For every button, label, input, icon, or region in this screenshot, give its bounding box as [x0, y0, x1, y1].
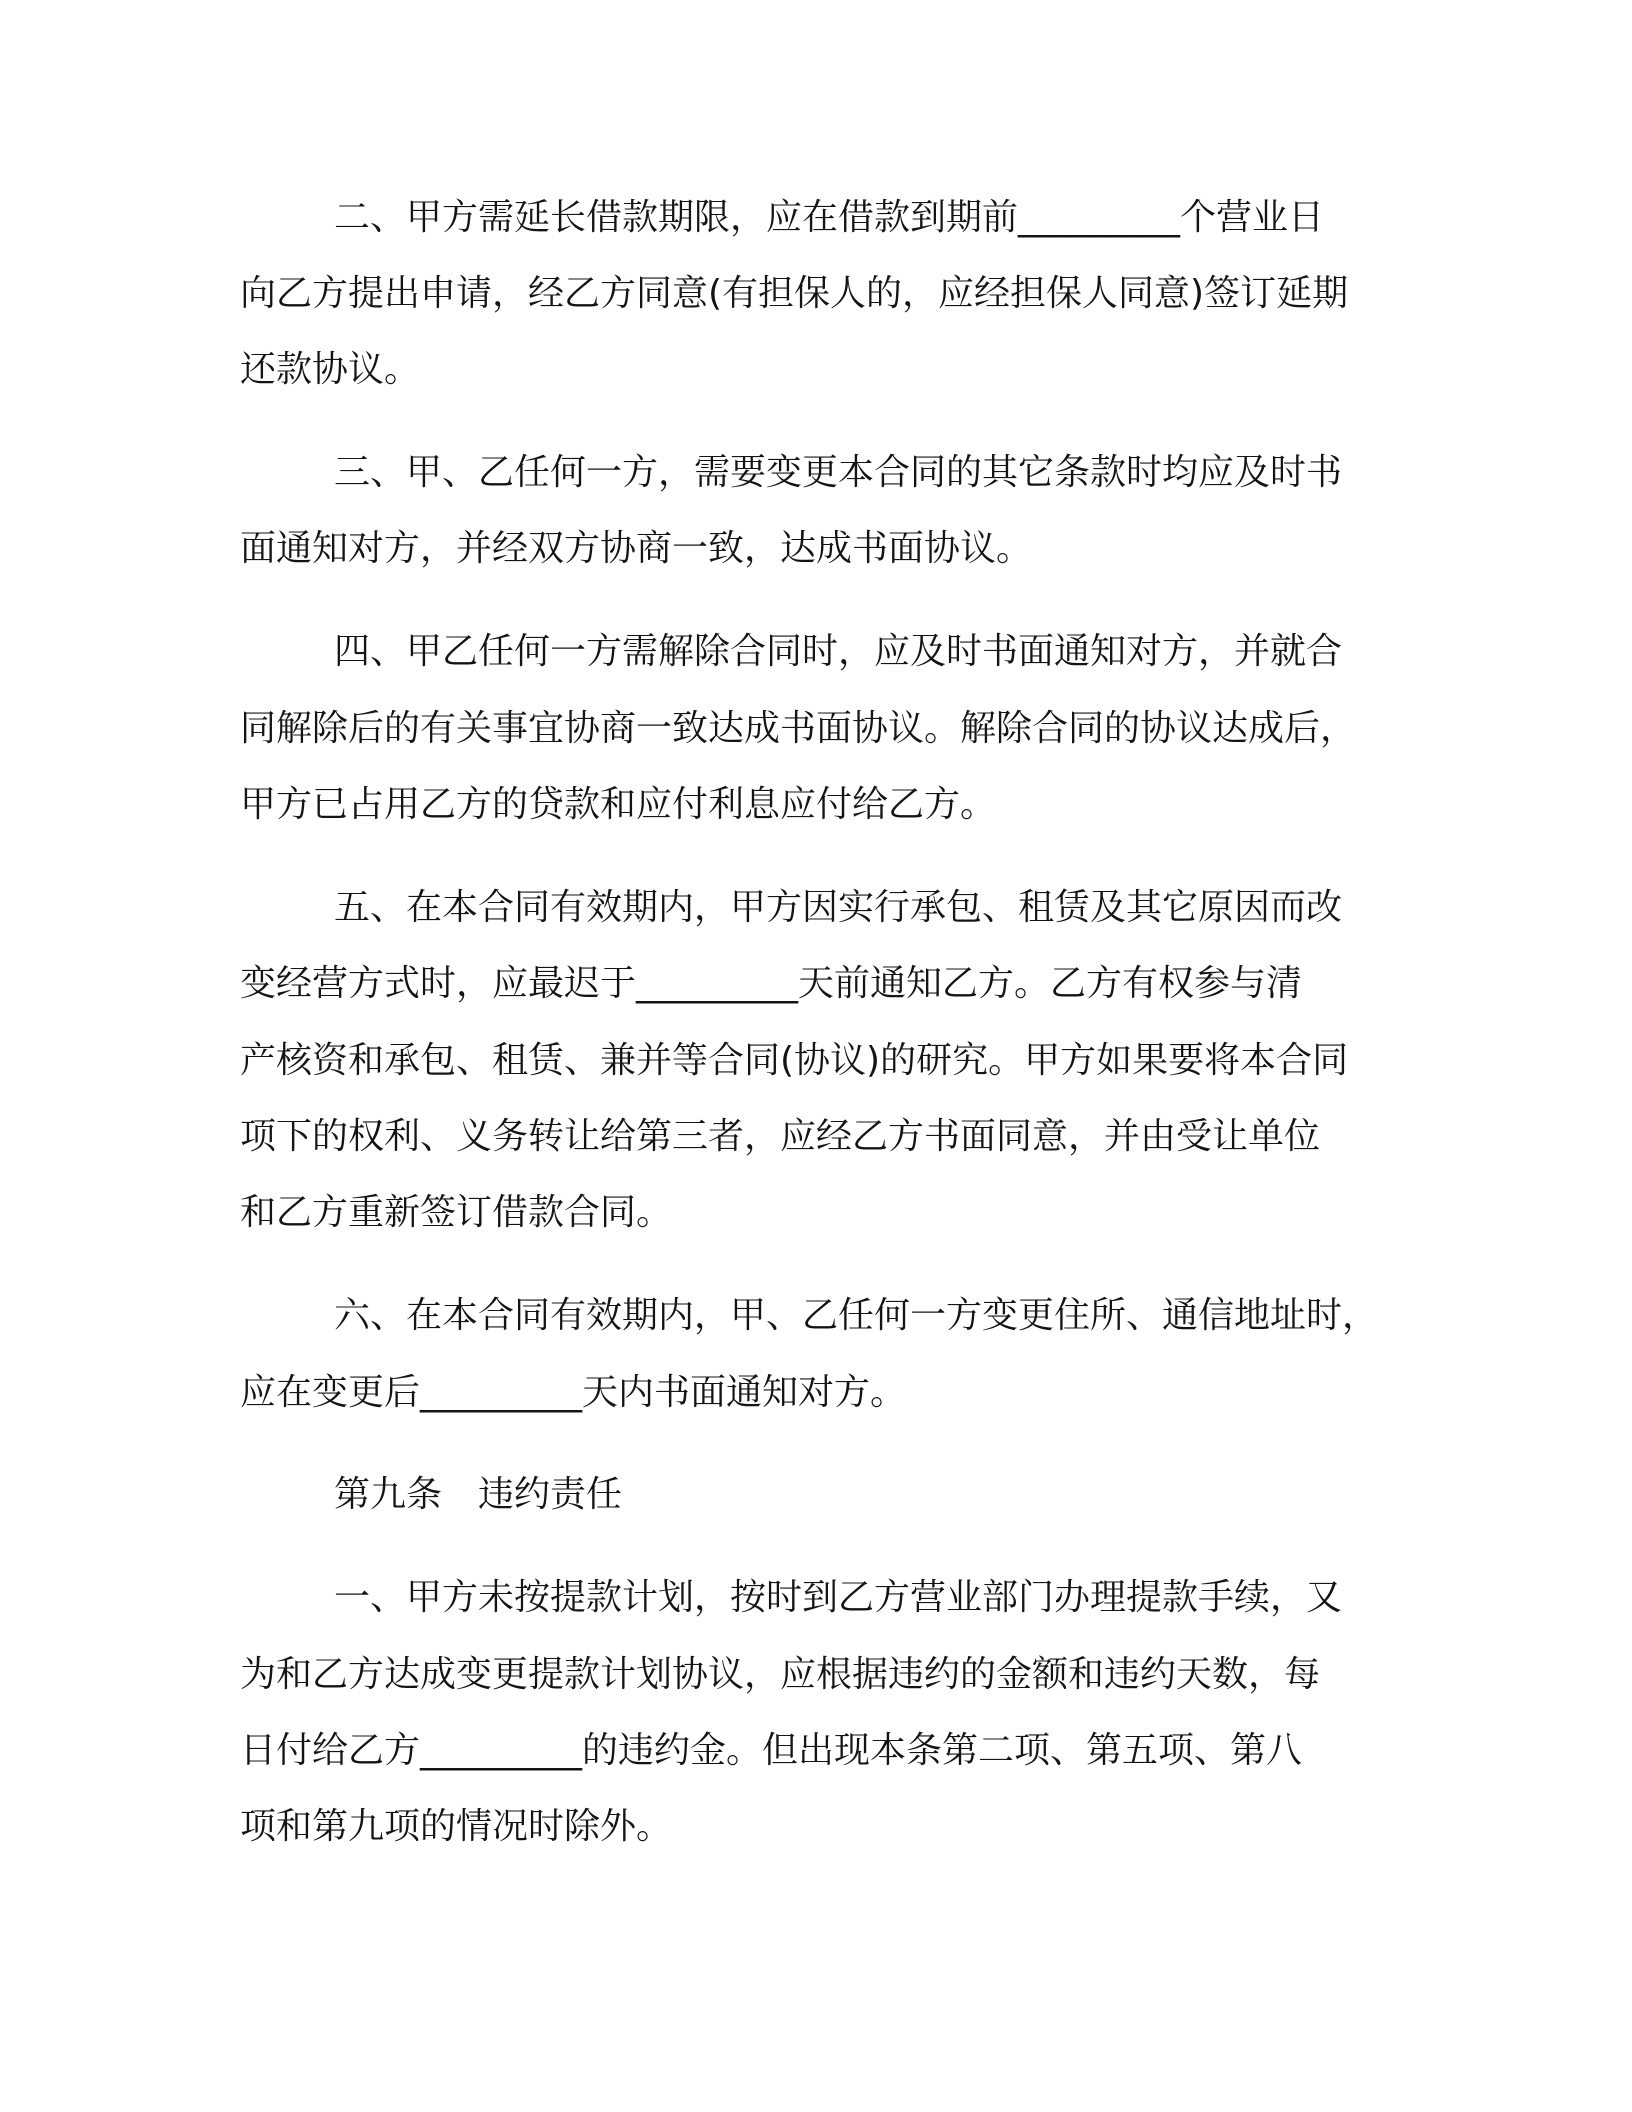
article-9-clause-1-line-1: 一、甲方未按提款计划，按时到乙方营业部门办理提款手续，又 — [334, 1577, 1343, 1618]
article-9-clause-1-line-3: 日付给乙方_________的违约金。但出现本条第二项、第五项、第八 — [240, 1730, 1303, 1771]
clause-6-line-2: 应在变更后_________天内书面通知对方。 — [240, 1372, 907, 1413]
clause-2-line-1: 二、甲方需延长借款期限，应在借款到期前_________个营业日 — [334, 197, 1325, 238]
clause-3-line-2: 面通知对方，并经双方协商一致，达成书面协议。 — [240, 528, 1033, 569]
clause-4-line-1: 四、甲乙任何一方需解除合同时，应及时书面通知对方，并就合 — [334, 631, 1343, 672]
clause-5-line-4: 项下的权利、义务转让给第三者，应经乙方书面同意，并由受让单位 — [240, 1116, 1321, 1157]
clause-3-line-1: 三、甲、乙任何一方，需要变更本合同的其它条款时均应及时书 — [334, 452, 1343, 493]
clause-4-line-3: 甲方已占用乙方的贷款和应付利息应付给乙方。 — [240, 784, 997, 825]
article-9-heading: 第九条 违约责任 — [334, 1474, 623, 1515]
article-9-clause-1-line-2: 为和乙方达成变更提款计划协议，应根据违约的金额和违约天数，每 — [240, 1654, 1321, 1695]
clause-2-line-3: 还款协议。 — [240, 349, 421, 390]
clause-5-line-1: 五、在本合同有效期内，甲方因实行承包、租赁及其它原因而改 — [334, 887, 1343, 928]
clause-2-line-2: 向乙方提出申请，经乙方同意(有担保人的，应经担保人同意)签订延期 — [240, 273, 1349, 314]
article-9-clause-1-line-4: 项和第九项的情况时除外。 — [240, 1806, 673, 1847]
clause-6-line-1: 六、在本合同有效期内，甲、乙任何一方变更住所、通信地址时， — [334, 1295, 1379, 1336]
clause-4-line-2: 同解除后的有关事宜协商一致达成书面协议。解除合同的协议达成后， — [240, 708, 1357, 749]
clause-5-line-2: 变经营方式时，应最迟于_________天前通知乙方。乙方有权参与清 — [240, 963, 1303, 1004]
clause-5-line-3: 产核资和承包、租赁、兼并等合同(协议)的研究。甲方如果要将本合同 — [240, 1040, 1349, 1081]
clause-5-line-5: 和乙方重新签订借款合同。 — [240, 1192, 673, 1233]
